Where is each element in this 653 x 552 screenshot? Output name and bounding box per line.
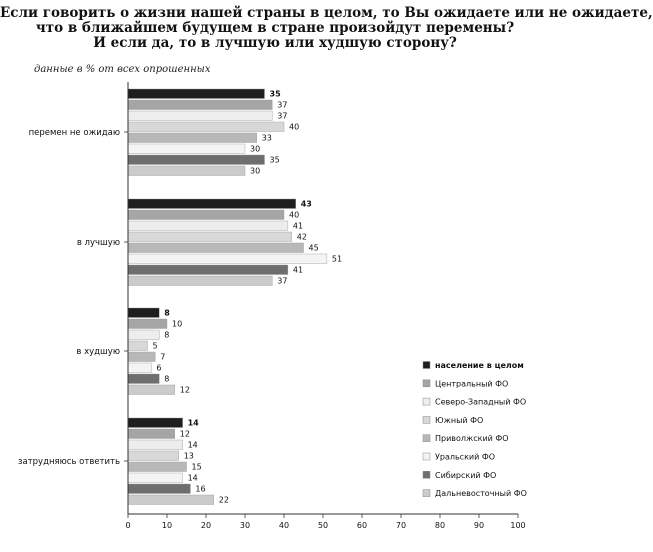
legend-label: Приволжский ФО <box>435 434 509 444</box>
bar <box>128 111 272 121</box>
chart-subtitle: данные в % от всех опрошенных <box>34 64 211 75</box>
category-label: в худшую <box>76 347 120 357</box>
legend-swatch <box>423 380 430 387</box>
data-label: 37 <box>277 276 288 286</box>
data-label: 14 <box>187 440 198 450</box>
bar <box>128 385 175 395</box>
data-label: 16 <box>195 484 206 494</box>
data-label: 8 <box>164 374 170 384</box>
bar <box>128 418 183 428</box>
legend-swatch <box>423 362 430 369</box>
data-label: 8 <box>164 308 170 318</box>
bar <box>128 166 245 176</box>
bar <box>128 210 284 220</box>
bar <box>128 243 304 253</box>
legend-label: Северо-Западный ФО <box>435 397 527 407</box>
bar <box>128 122 284 132</box>
x-tick-label: 30 <box>239 521 251 530</box>
data-label: 14 <box>187 473 198 483</box>
bar <box>128 319 167 329</box>
bar <box>128 330 159 340</box>
data-label: 13 <box>183 451 194 461</box>
data-label: 40 <box>289 210 300 220</box>
data-label: 6 <box>156 363 162 373</box>
bar <box>128 265 288 275</box>
legend-swatch <box>423 490 430 497</box>
data-label: 5 <box>152 341 158 351</box>
data-label: 35 <box>269 155 280 165</box>
bar <box>128 100 272 110</box>
data-label: 42 <box>296 232 307 242</box>
bar <box>128 440 183 450</box>
bar <box>128 495 214 505</box>
data-label: 45 <box>308 243 319 253</box>
bar <box>128 254 327 264</box>
data-label: 41 <box>292 221 304 231</box>
title-line-3: И если да, то в лучшую или худшую сторону? <box>93 35 457 51</box>
bar <box>128 341 148 351</box>
data-label: 30 <box>250 166 261 176</box>
bar <box>128 484 190 494</box>
data-label: 41 <box>292 265 304 275</box>
data-label: 14 <box>187 418 199 428</box>
legend-label: Центральный ФО <box>435 379 509 389</box>
title-line-2: что в ближайшем будущем в стране произойдут перемены? <box>35 20 515 36</box>
data-label: 40 <box>289 122 300 132</box>
bar <box>128 363 151 373</box>
bar <box>128 232 292 242</box>
bar <box>128 462 187 472</box>
category-label: в лучшую <box>76 238 120 248</box>
bar <box>128 374 159 384</box>
legend-swatch <box>423 416 430 423</box>
category-label: затрудняюсь ответить <box>17 457 120 467</box>
legend-label: население в целом <box>435 361 524 370</box>
data-label: 43 <box>300 199 312 209</box>
x-tick-label: 0 <box>125 521 131 530</box>
legend-swatch <box>423 453 430 460</box>
legend-label: Южный ФО <box>435 415 484 425</box>
x-tick-label: 90 <box>473 521 485 530</box>
data-label: 35 <box>269 89 281 99</box>
bar <box>128 155 265 165</box>
category-label: перемен не ожидаю <box>28 128 120 138</box>
data-label: 8 <box>164 330 170 340</box>
data-label: 30 <box>250 144 261 154</box>
x-tick-label: 100 <box>510 521 526 530</box>
data-label: 10 <box>172 319 183 329</box>
data-label: 37 <box>277 100 288 110</box>
x-tick-label: 40 <box>278 521 290 530</box>
bar <box>128 451 179 461</box>
legend-swatch <box>423 398 430 405</box>
data-label: 33 <box>261 133 272 143</box>
legend-swatch <box>423 471 430 478</box>
bar <box>128 199 296 209</box>
data-label: 15 <box>191 462 202 472</box>
bar <box>128 133 257 143</box>
legend-label: Сибирский ФО <box>435 470 497 480</box>
bar <box>128 89 265 99</box>
x-tick-label: 10 <box>161 521 173 530</box>
data-label: 12 <box>179 429 190 439</box>
title-line-1: Если говорить о жизни нашей страны в целом, то Вы ожидаете или не ожидаете, <box>0 5 653 21</box>
x-tick-label: 70 <box>395 521 407 530</box>
data-label: 51 <box>331 254 343 264</box>
x-tick-label: 50 <box>317 521 329 530</box>
x-tick-label: 60 <box>356 521 368 530</box>
legend-label: Уральский ФО <box>435 452 496 462</box>
legend-swatch <box>423 435 430 442</box>
bar <box>128 473 183 483</box>
bar <box>128 352 155 362</box>
x-tick-label: 20 <box>200 521 212 530</box>
data-label: 12 <box>179 385 190 395</box>
legend-label: Дальневосточный ФО <box>435 489 527 499</box>
bar <box>128 429 175 439</box>
bar <box>128 221 288 231</box>
x-tick-label: 80 <box>434 521 446 530</box>
data-label: 37 <box>277 111 288 121</box>
data-label: 7 <box>160 352 166 362</box>
bar <box>128 276 272 286</box>
bar <box>128 308 159 318</box>
bar <box>128 144 245 154</box>
data-label: 22 <box>218 495 229 505</box>
